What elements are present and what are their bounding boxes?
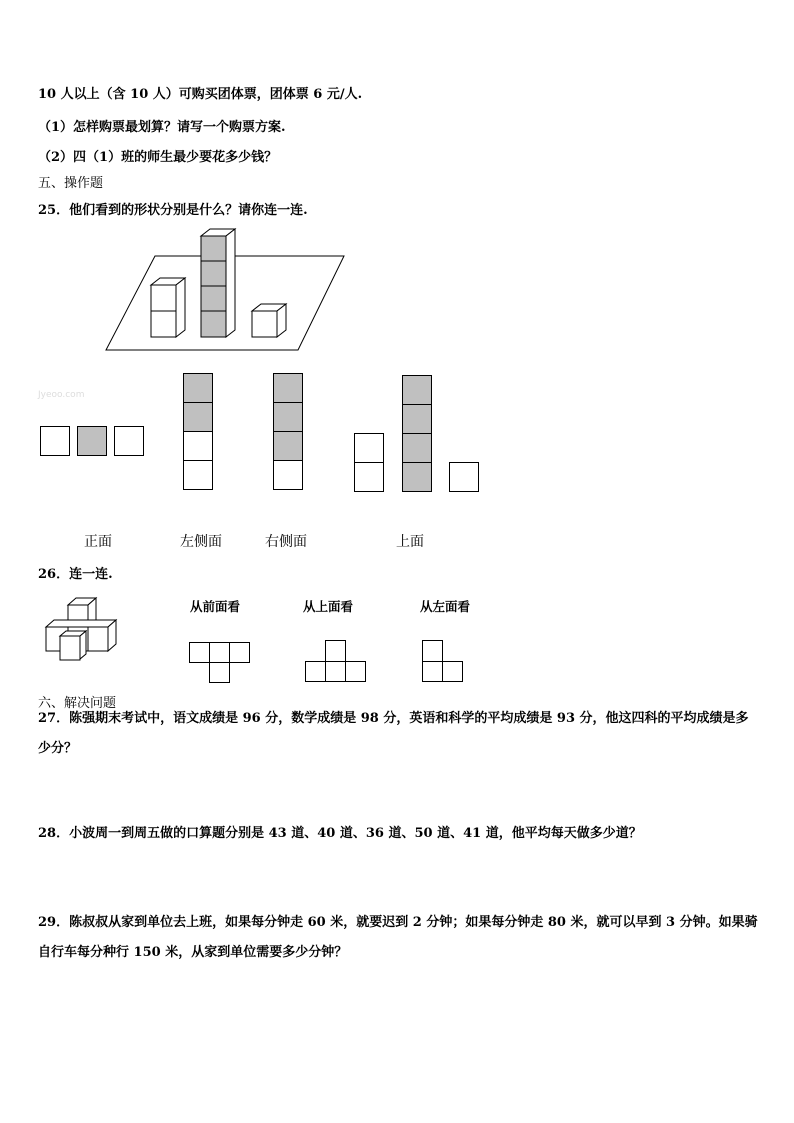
q24-part2: （2）四（1）班的师生最少要花多少钱？ — [38, 150, 278, 165]
intro-line: 10 人以上（含 10 人）可购买团体票，团体票 6 元/人. — [38, 87, 363, 102]
q24-part1: （1）怎样购票最划算？请写一个购票方案. — [38, 120, 286, 135]
label-right-side: 右侧面 — [265, 534, 307, 550]
q25-prompt: 25．他们看到的形状分别是什么？请你连一连. — [38, 203, 308, 218]
label-left-side: 左侧面 — [180, 534, 222, 550]
section-5-heading: 五、操作题 — [38, 176, 104, 191]
section-6-heading: 六、解决问题 — [38, 696, 117, 711]
q28-text: 28．小波周一到周五做的口算题分别是 43 道、40 道、36 道、50 道、41 道，他平均每天做多少道？ — [38, 826, 642, 841]
label-front: 正面 — [84, 534, 112, 550]
q29-text: 29．陈叔叔从家到单位去上班，如果每分钟走 60 米，就要迟到 2 分钟；如果每分钟走 80 米，就可以早到 3 分钟。如果骑自行车每分种行 150 米，从家到单位需要多少分钟？ — [38, 915, 758, 960]
watermark: Jyeoo.com — [38, 390, 85, 400]
label-top: 上面 — [396, 534, 424, 550]
label-from-left: 从左面看 — [420, 599, 471, 614]
q26-prompt: 26．连一连. — [38, 567, 113, 582]
label-from-top: 从上面看 — [303, 599, 354, 614]
label-from-front: 从前面看 — [190, 599, 241, 614]
q27-text: 27．陈强期末考试中，语文成绩是 96 分，数学成绩是 98 分，英语和科学的平均成绩是 93 分，他这四科的平均成绩是多少分？ — [38, 711, 749, 756]
